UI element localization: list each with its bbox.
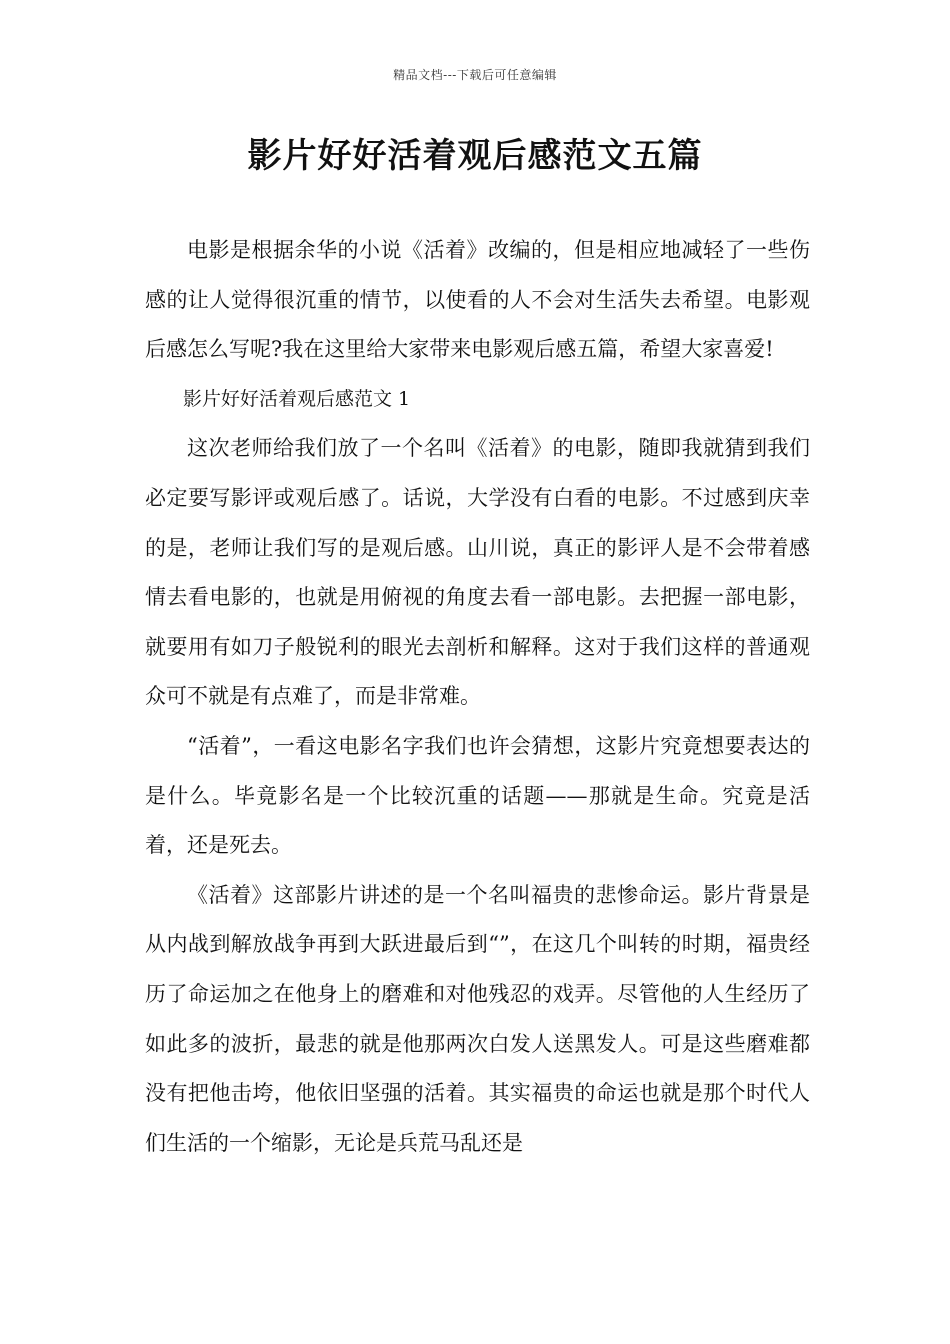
body-paragraph-1: 这次老师给我们放了一个名叫《活着》的电影，随即我就猜到我们必定要写影评或观后感了。话说，大学没有白看的电影。不过感到庆幸的是，老师让我们写的是观后感。山川说，真正的影评人是不会带着感情去看电影的，也就是用俯视的角度去看一部电影。去把握一部电影，就要用有如刀子般锐利的眼光去剖析和解释。这对于我们这样的普通观众可不就是有点难了，而是非常难。 bbox=[145, 436, 810, 709]
body-paragraph-3: 《活着》这部影片讲述的是一个名叫福贵的悲惨命运。影片背景是从内战到解放战争再到大跃进最后到“”，在这几个叫转的时期，福贵经历了命运加之在他身上的磨难和对他残忍的戏弄。尽管他的人生经历了如此多的波折，最悲的就是他那两次白发人送黑发人。可是这些磨难都没有把他击垮，他依旧坚强的活着。其实福贵的命运也就是那个时代人们生活的一个缩影，无论是兵荒马乱还是 bbox=[145, 882, 810, 1155]
header-note: 精品文档---下载后可任意编辑 bbox=[393, 68, 557, 82]
section-heading: 影片好好活着观后感范文 1 bbox=[183, 387, 411, 410]
body-paragraph-2: “活着”，一看这电影名字我们也许会猜想，这影片究竟想要表达的是什么。毕竟影名是一个比较沉重的话题——那就是生命。究竟是活着，还是死去。 bbox=[145, 733, 810, 858]
document-body bbox=[145, 226, 810, 1168]
document-title: 影片好好活着观后感范文五篇 bbox=[247, 136, 703, 176]
intro-paragraph: 电影是根据余华的小说《活着》改编的，但是相应地减轻了一些伤感的让人觉得很沉重的情节，以使看的人不会对生活失去希望。电影观后感怎么写呢?我在这里给大家带来电影观后感五篇，希望大家喜爱! bbox=[145, 238, 810, 362]
